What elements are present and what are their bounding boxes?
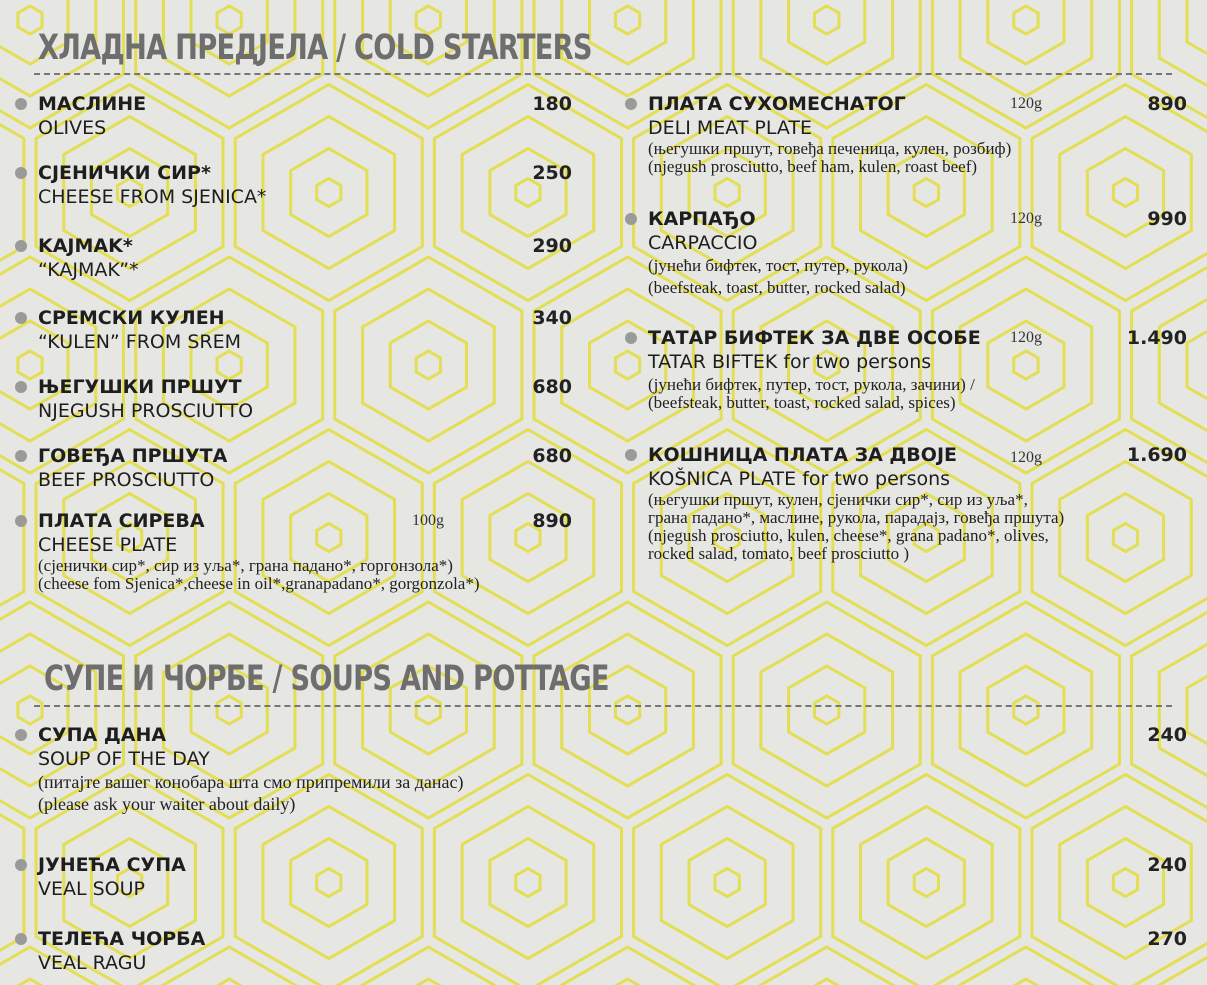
hexagon-shape: [562, 634, 694, 786]
menu-item-veal-soup: [38, 853, 186, 901]
item-subtitle: CHEESE PLATE: [38, 534, 178, 556]
bullet-icon: [15, 933, 27, 945]
hexagon-shape: [562, 979, 694, 985]
section-title-cold-starters: ХЛАДНА ПРЕДЈЕЛА / COLD STARTERS: [38, 28, 592, 68]
item-name: ПЛАТА СИРЕВА: [38, 510, 205, 532]
hexagon-shape: [490, 839, 566, 927]
hexagon-shape: [317, 179, 341, 207]
menu-item-kosnica-plate: [648, 443, 1064, 563]
hexagon-shape: [960, 979, 1092, 985]
item-name: ПЛАТА СУХОМЕСНАТОГ: [648, 93, 906, 115]
hexagon-shape: [1087, 494, 1163, 582]
menu-item-kulen: [38, 306, 241, 354]
hexagon-shape: [163, 979, 295, 985]
menu-item-tatar-biftek: [648, 326, 981, 412]
section-divider: [34, 705, 1172, 707]
hexagon-shape: [462, 462, 594, 614]
hexagon-shape: [1159, 634, 1207, 786]
hexagon-shape: [590, 0, 666, 64]
item-subtitle: NJEGUSH PROSCIUTTO: [38, 400, 254, 422]
hexagon-shape: [761, 979, 893, 985]
bullet-icon: [15, 312, 27, 324]
menu-item-veal-ragu: [38, 927, 205, 975]
hexagon-shape: [1014, 351, 1038, 379]
item-subtitle: CHEESE FROM SJENICA*: [38, 186, 267, 208]
hexagon-shape: [615, 351, 639, 379]
hexagon-shape: [914, 179, 938, 207]
menu-item-kajmak: [38, 234, 139, 282]
hexagon-shape: [861, 807, 993, 959]
item-name: МАСЛИНЕ: [38, 93, 147, 115]
item-subtitle: TATAR BIFTEK for two persons: [648, 351, 932, 373]
hexagon-shape: [291, 149, 367, 237]
hexagon-shape: [0, 979, 96, 985]
bullet-icon: [625, 213, 637, 225]
item-description: (beefsteak, butter, toast, rocked salad, spices): [648, 393, 956, 412]
hexagon-shape: [689, 839, 765, 927]
hexagon-shape: [988, 666, 1064, 754]
item-price: 340: [532, 307, 572, 329]
bullet-icon: [15, 450, 27, 462]
item-description: (please ask your waiter about daily): [38, 794, 296, 814]
item-name: СУПА ДАНА: [38, 724, 167, 746]
hexagon-shape: [18, 696, 42, 724]
hexagon-shape: [914, 869, 938, 897]
item-name: КОШНИЦА ПЛАТА ЗА ДВОЈЕ: [648, 444, 957, 466]
bullet-icon: [625, 449, 637, 461]
hexagon-shape: [490, 494, 566, 582]
hexagon-shape: [888, 839, 964, 927]
hexagon-shape: [761, 0, 893, 96]
bullet-icon: [15, 729, 27, 741]
item-weight: 120g: [1010, 329, 1042, 346]
item-subtitle: DELI MEAT PLATE: [648, 117, 813, 139]
item-name: СЈЕНИЧКИ СИР*: [38, 162, 211, 184]
item-name: ТЕЛЕЋА ЧОРБА: [38, 928, 206, 950]
item-price: 180: [532, 93, 572, 115]
item-weight: 120g: [1010, 95, 1042, 112]
item-description: rocked salad, tomato, beef prosciutto ): [648, 544, 910, 563]
hexagon-shape: [988, 0, 1064, 64]
menu-item-beef-prosciutto: [38, 444, 227, 492]
hexagon-shape: [516, 869, 540, 897]
hexagon-shape: [615, 6, 639, 34]
bullet-icon: [15, 381, 27, 393]
hexagon-shape: [715, 179, 739, 207]
menu-item-deli-meat-plate: [648, 92, 1011, 176]
item-subtitle: CARPACCIO: [648, 232, 758, 254]
item-name: СРЕМСКИ КУЛЕН: [38, 307, 225, 329]
hexagon-shape: [1113, 524, 1137, 552]
item-subtitle: VEAL RAGU: [38, 952, 147, 974]
bullet-icon: [15, 240, 27, 252]
item-description: (питајте вашег конобара шта смо припремили за данас): [38, 772, 464, 792]
bullet-icon: [625, 332, 637, 344]
hexagon-shape: [416, 351, 440, 379]
item-price: 680: [532, 376, 572, 398]
hexagon-shape: [317, 869, 341, 897]
item-description: (јунећи бифтек, путер, тост, рукола, зачини) /: [648, 375, 975, 394]
item-description: (beefsteak, toast, butter, rocked salad): [648, 278, 906, 297]
hexagon-shape: [1060, 462, 1192, 614]
hexagon-shape: [815, 696, 839, 724]
item-subtitle: KOŠNICA PLATE for two persons: [648, 468, 951, 490]
hexagon-shape: [661, 807, 793, 959]
item-price: 1.690: [1126, 444, 1187, 466]
section-title-soups: СУПЕ И ЧОРБЕ / SOUPS AND POTTAGE: [44, 659, 609, 699]
item-description: (јунећи бифтек, тост, путер, рукола): [648, 256, 908, 275]
item-price: 290: [532, 235, 572, 257]
item-name: ЈУНЕЋА СУПА: [38, 854, 186, 876]
item-description: (његушки пршут, кулен, сјенички сир*, сир из уља*,: [648, 490, 1028, 509]
section-divider: [34, 73, 1172, 75]
item-name: KAJMAK*: [38, 235, 133, 257]
item-price: 680: [532, 445, 572, 467]
item-description: (njegush prosciutto, beef ham, kulen, roast beef): [648, 157, 978, 176]
item-description: (његушки пршут, говеђа печеница, кулен, розбиф): [648, 139, 1012, 158]
item-price: 240: [1147, 854, 1187, 876]
item-weight: 120g: [1010, 210, 1042, 227]
bullet-icon: [625, 98, 637, 110]
hexagon-shape: [1159, 289, 1207, 441]
item-price: 240: [1147, 724, 1187, 746]
item-description: грана падано*, маслине, рукола, парадајз, говеђа пршута): [648, 508, 1065, 527]
hexagon-shape: [789, 0, 865, 64]
item-subtitle: BEEF PROSCIUTTO: [38, 469, 215, 491]
bullet-icon: [15, 515, 27, 527]
hexagon-shape: [1014, 696, 1038, 724]
bullet-icon: [15, 859, 27, 871]
item-weight: 100g: [412, 512, 444, 529]
item-subtitle: VEAL SOUP: [38, 878, 146, 900]
item-price: 250: [532, 162, 572, 184]
menu-item-njegush-prosciutto: [38, 375, 253, 423]
menu-item-sjenica-cheese: [38, 161, 266, 209]
hexagon-shape: [1187, 666, 1207, 754]
menu-item-carpaccio: [648, 207, 908, 297]
hexagon-shape: [960, 0, 1092, 96]
item-price: 1.490: [1126, 327, 1187, 349]
item-price: 890: [1147, 93, 1187, 115]
item-description: (cheese fom Sjenica*,cheese in oil*,granapadano*, gorgonzola*): [38, 574, 480, 593]
item-subtitle: “KAJMAK”*: [38, 259, 139, 281]
bullet-icon: [15, 167, 27, 179]
hexagon-shape: [789, 666, 865, 754]
item-price: 990: [1147, 208, 1187, 230]
menu-item-soup-of-the-day: [38, 723, 463, 815]
hexagon-shape: [363, 979, 495, 985]
item-name: ЊЕГУШКИ ПРШУТ: [38, 376, 242, 398]
item-subtitle: OLIVES: [38, 117, 107, 139]
hexagon-shape: [1014, 6, 1038, 34]
item-name: КАРПАЂО: [648, 208, 756, 230]
item-subtitle: “KULEN” FROM SREM: [38, 331, 241, 353]
hexagon-shape: [263, 117, 395, 269]
hexagon-shape: [1087, 839, 1163, 927]
item-price: 890: [532, 510, 572, 532]
item-description: (njegush prosciutto, kulen, cheese*, grana padano*, olives,: [648, 526, 1049, 545]
hexagon-shape: [263, 807, 395, 959]
hexagon-shape: [217, 696, 241, 724]
hexagon-shape: [615, 696, 639, 724]
hexagon-shape: [462, 807, 594, 959]
item-name: ТАТАР БИФТЕК ЗА ДВЕ ОСОБЕ: [648, 327, 981, 349]
item-name: ГОВЕЂА ПРШУТА: [38, 445, 228, 467]
item-description: (сјенички сир*, сир из уља*, грана падано*, горгонзола*): [38, 556, 453, 575]
menu-item-olives: [38, 92, 146, 140]
hexagon-shape: [291, 839, 367, 927]
item-weight: 120g: [1010, 449, 1042, 466]
hexagon-shape: [1187, 321, 1207, 409]
hexagon-shape: [1113, 179, 1137, 207]
item-price: 270: [1147, 928, 1187, 950]
hexagon-shape: [960, 634, 1092, 786]
hexagon-shape: [761, 634, 893, 786]
bullet-icon: [15, 98, 27, 110]
hexagon-shape: [1187, 0, 1207, 64]
hexagon-shape: [715, 869, 739, 897]
item-subtitle: SOUP OF THE DAY: [38, 748, 210, 770]
hexagon-shape: [815, 6, 839, 34]
hexagon-shape: [1060, 117, 1192, 269]
hexagon-shape: [416, 696, 440, 724]
